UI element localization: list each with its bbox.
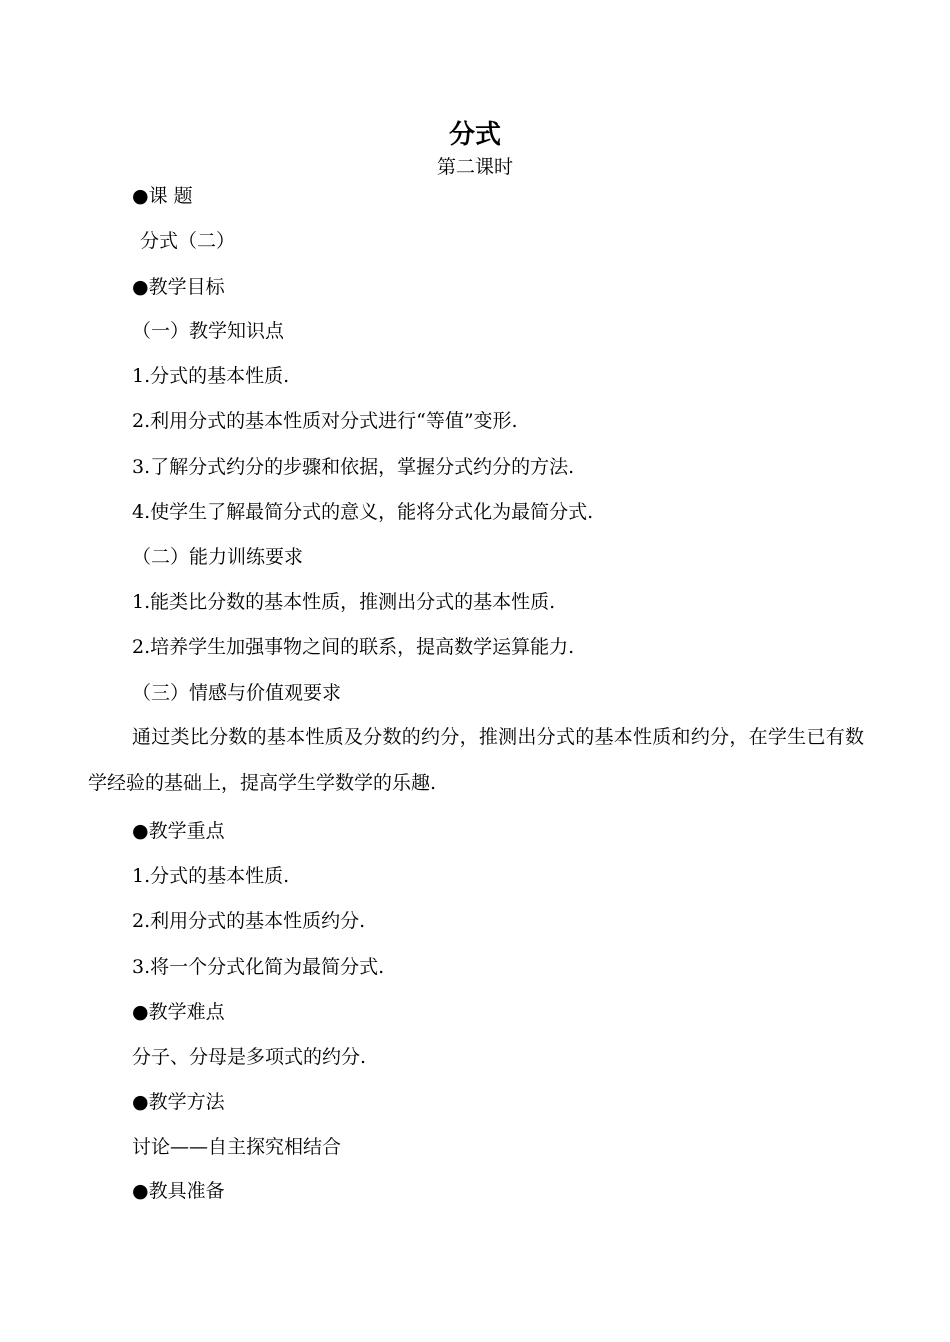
topic-text: 分式（二） (140, 230, 236, 252)
section-heading-materials: ●教具准备 (132, 1180, 225, 1202)
subsection-values: （三）情感与价值观要求 (132, 682, 342, 704)
list-item: 4.使学生了解最简分式的意义，能将分式化为最简分式. (132, 501, 594, 523)
section-heading-topic: ●课 题 (132, 185, 193, 207)
section-heading-key-points: ●教学重点 (132, 820, 225, 842)
list-item: 1.分式的基本性质. (132, 865, 290, 887)
list-item: 2.利用分式的基本性质对分式进行“等值”变形. (132, 410, 518, 432)
list-item: 3.将一个分式化简为最简分式. (132, 956, 385, 978)
difficulty-text: 分子、分母是多项式的约分. (132, 1046, 367, 1068)
list-item: 2.培养学生加强事物之间的联系，提高数学运算能力. (132, 636, 575, 658)
list-item: 1.分式的基本性质. (132, 365, 290, 387)
list-item: 3.了解分式约分的步骤和依据，掌握分式约分的方法. (132, 456, 575, 478)
document-subtitle: 第二课时 (436, 156, 513, 178)
subsection-ability: （二）能力训练要求 (132, 546, 304, 568)
list-item: 2.利用分式的基本性质约分. (132, 910, 366, 932)
section-heading-methods: ●教学方法 (132, 1091, 225, 1113)
methods-text: 讨论——自主探究相结合 (132, 1136, 342, 1158)
values-paragraph: 通过类比分数的基本性质及分数的约分，推测出分式的基本性质和约分，在学生已有数学经验的基础上，提高学生学数学的乐趣. (88, 726, 864, 794)
document-title: 分式 (448, 120, 501, 150)
subsection-knowledge: （一）教学知识点 (132, 320, 285, 342)
section-heading-objectives: ●教学目标 (132, 276, 225, 298)
list-item: 1.能类比分数的基本性质，推测出分式的基本性质. (132, 591, 556, 613)
section-heading-difficulties: ●教学难点 (132, 1001, 225, 1023)
